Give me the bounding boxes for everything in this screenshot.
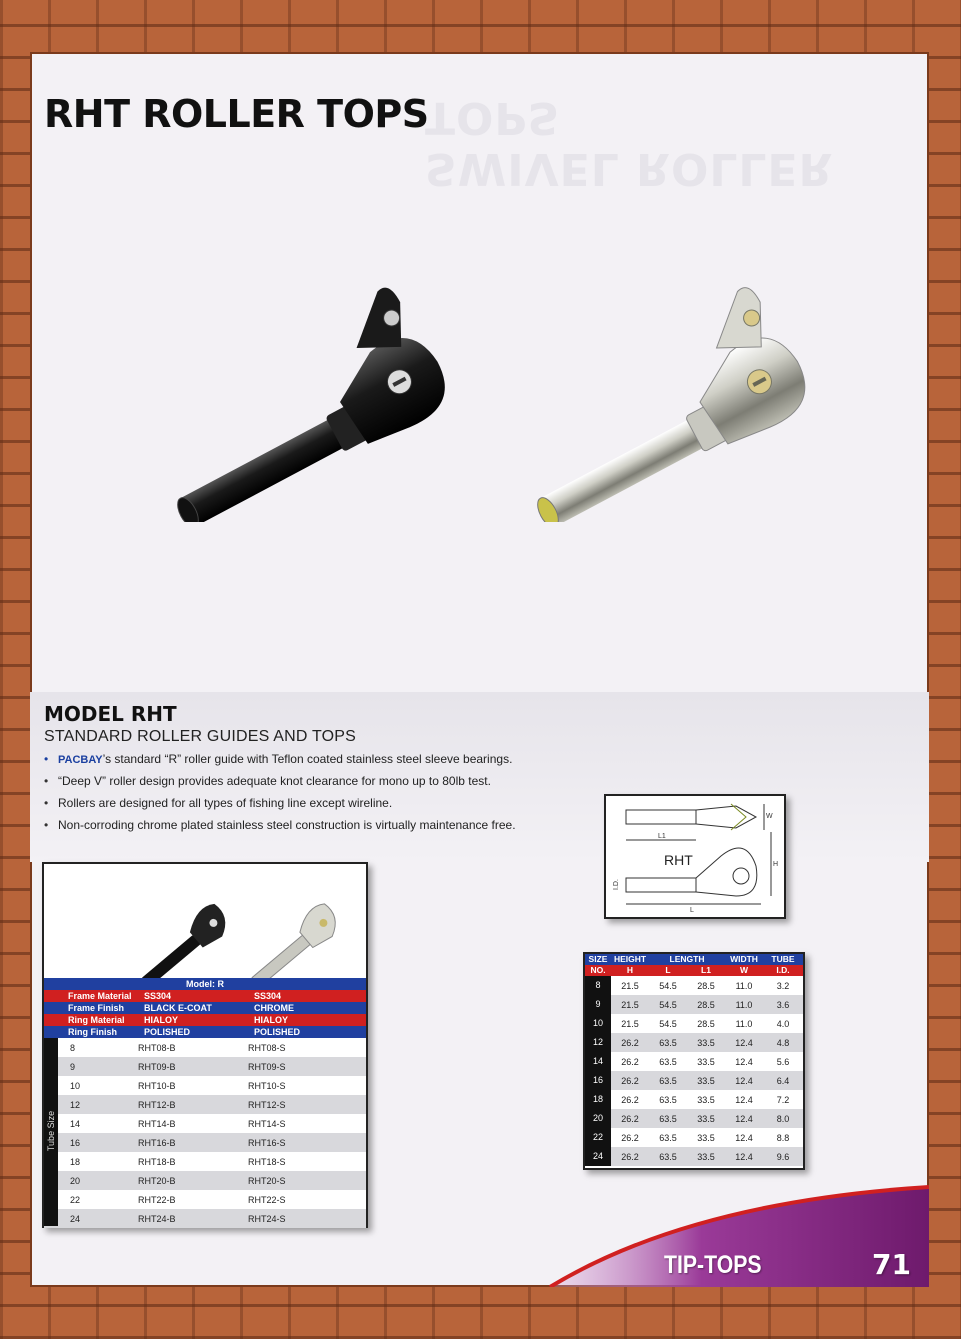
table-row: 8 21.5 54.5 28.5 11.0 3.2 (585, 976, 803, 995)
model-subtitle: STANDARD ROLLER GUIDES AND TOPS (44, 728, 357, 745)
table-row: 22 26.2 63.5 33.5 12.4 8.8 (585, 1128, 803, 1147)
model-header: Model: R (186, 979, 224, 989)
table-row: 10 RHT10-B RHT10-S (44, 1076, 366, 1095)
feature-item: • Rollers are designed for all types of fishing line except wireline. (44, 796, 393, 810)
feature-item: • “Deep V” roller design provides adequate knot clearance for mono up to 80lb test. (44, 774, 491, 788)
table-row: 12 26.2 63.5 33.5 12.4 4.8 (585, 1033, 803, 1052)
dim-w: W (766, 813, 773, 820)
diagram-label: RHT (664, 852, 693, 868)
dimension-table-header: SIZE HEIGHT LENGTH WIDTH TUBE (585, 954, 803, 965)
table-row: 14 26.2 63.5 33.5 12.4 5.6 (585, 1052, 803, 1071)
table-row: 14 RHT14-B RHT14-S (44, 1114, 366, 1133)
model-table-header: Model: R Frame Material SS304 SS304 Frame Finish BLACK E-COAT CHROME Ring Material HIALOY HIALOY Ring Finish POLISHED POLISHED (44, 978, 366, 1038)
feature-item: • PACBAY’s standard “R” roller guide with Teflon coated stainless steel sleeve bearings. (44, 752, 513, 766)
table-row: 9 21.5 54.5 28.5 11.0 3.6 (585, 995, 803, 1014)
dim-h: H (773, 861, 779, 868)
dim-id: I.D. (613, 879, 620, 890)
table-row: 20 26.2 63.5 33.5 12.4 8.0 (585, 1109, 803, 1128)
table-row: 18 RHT18-B RHT18-S (44, 1152, 366, 1171)
section-label: TIP-TOPS (664, 1251, 762, 1279)
dimension-table-subheader: NO. H L L1 W I.D. (585, 965, 803, 976)
table-row: 16 RHT16-B RHT16-S (44, 1133, 366, 1152)
table-row: 24 26.2 63.5 33.5 12.4 9.6 (585, 1147, 803, 1166)
model-title: MODEL RHT (44, 702, 177, 726)
table-row: 8 RHT08-B RHT08-S (44, 1038, 366, 1057)
table-row: 16 26.2 63.5 33.5 12.4 6.4 (585, 1071, 803, 1090)
footer-swoosh (30, 52, 929, 1287)
catalog-page (30, 52, 929, 1287)
table-row: 24 RHT24-B RHT24-S (44, 1209, 366, 1228)
table-row: 18 26.2 63.5 33.5 12.4 7.2 (585, 1090, 803, 1109)
feature-item: • Non-corroding chrome plated stainless steel construction is virtually maintenance free. (44, 818, 516, 832)
bleed-through-heading: SWIVEL ROLLER TOPS (425, 92, 834, 194)
table-row: 22 RHT22-B RHT22-S (44, 1190, 366, 1209)
table-row: 9 RHT09-B RHT09-S (44, 1057, 366, 1076)
dim-l1: L1 (658, 833, 666, 840)
tube-size-side-label: Tube Size (44, 1038, 58, 1226)
page-title: RHT ROLLER TOPS (44, 92, 429, 136)
page-number: 71 (872, 1248, 911, 1281)
table-row: 10 21.5 54.5 28.5 11.0 4.0 (585, 1014, 803, 1033)
brand-name: PACBAY (58, 754, 103, 766)
table-row: 12 RHT12-B RHT12-S (44, 1095, 366, 1114)
table-row: 20 RHT20-B RHT20-S (44, 1171, 366, 1190)
dim-l: L (690, 907, 694, 914)
